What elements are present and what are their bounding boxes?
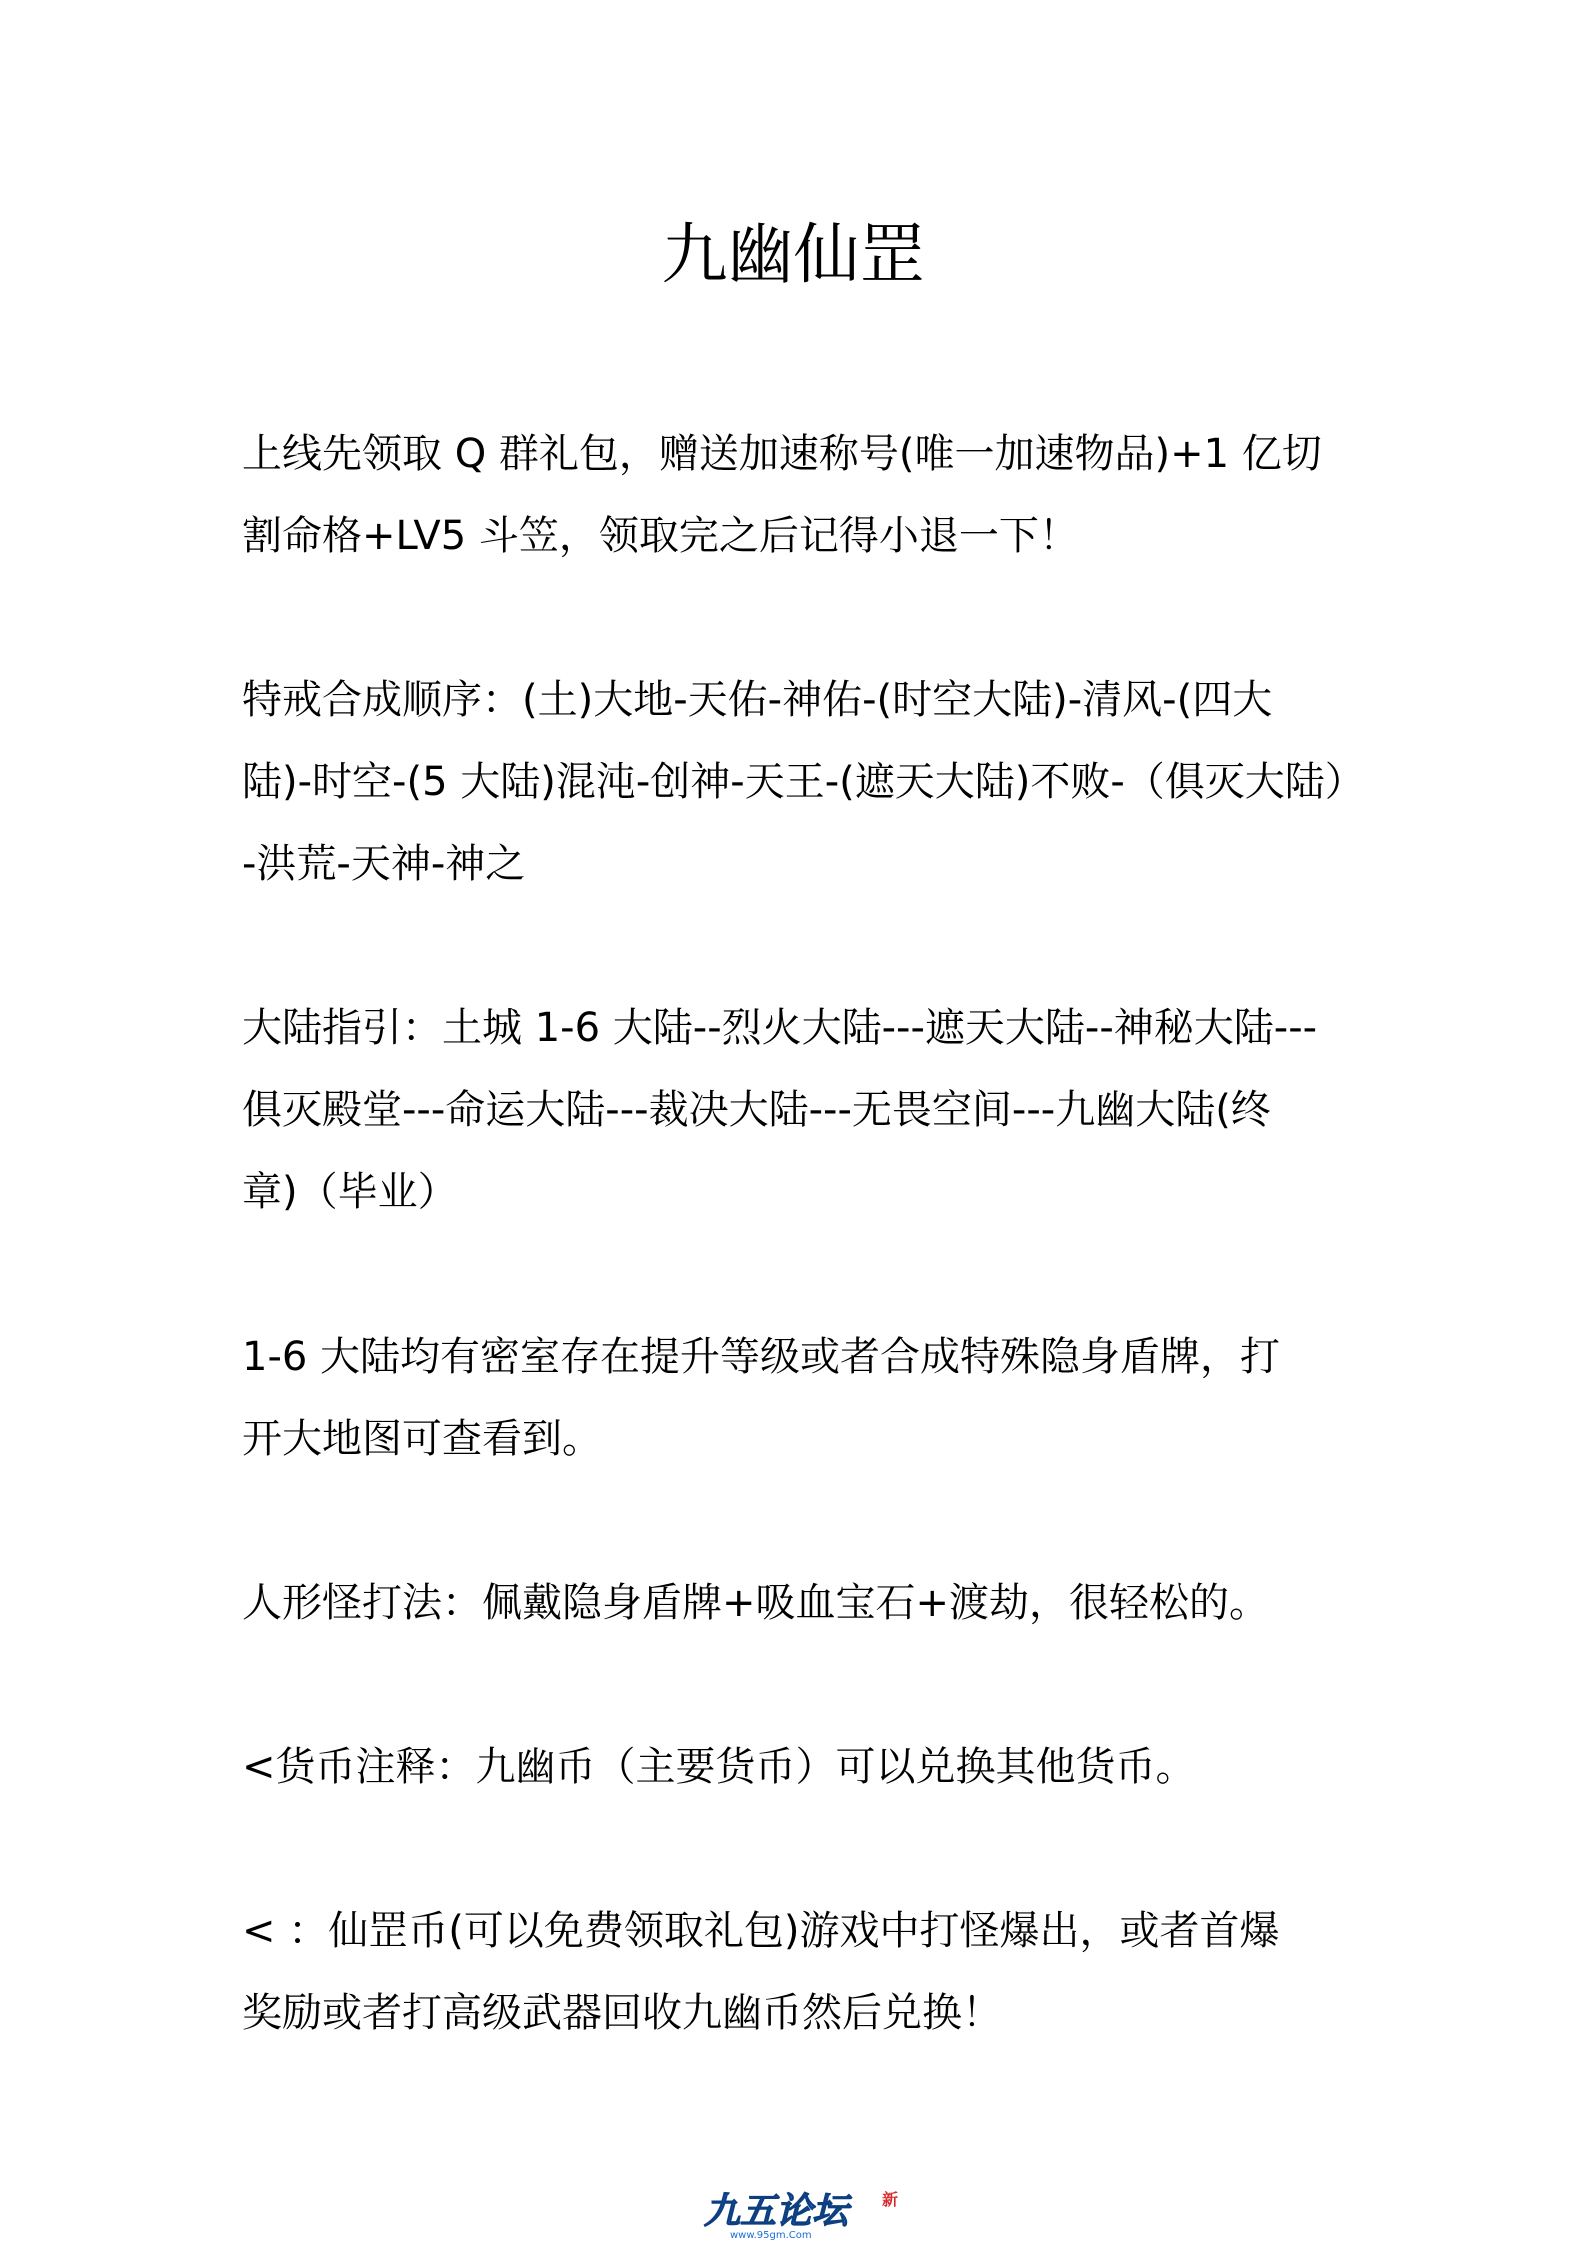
paragraph-line: -洪荒-天神-神之 xyxy=(242,841,526,887)
paragraph-line: 割命格+LV5 斗笠，领取完之后记得小退一下！ xyxy=(242,513,1079,559)
paragraph-line: 1-6 大陆均有密室存在提升等级或者合成特殊隐身盾牌，打 xyxy=(242,1334,1281,1380)
document-title: 九幽仙罡 xyxy=(661,216,926,293)
paragraph-currency-note xyxy=(242,1726,1362,1808)
forum-logo xyxy=(700,2185,910,2241)
paragraph-intro xyxy=(242,413,1362,577)
paragraph-line: 上线先领取 Q 群礼包，赠送加速称号(唯一加速物品)+1 亿切 xyxy=(242,431,1322,477)
paragraph-line: <货币注释：九幽币（主要货币）可以兑换其他货币。 xyxy=(242,1744,1196,1790)
paragraph-line: 俱灭殿堂---命运大陆---裁决大陆---无畏空间---九幽大陆(终 xyxy=(242,1087,1271,1133)
paragraph-secret-room xyxy=(242,1316,1362,1480)
paragraph-line: 特戒合成顺序：(土)大地-天佑-神佑-(时空大陆)-清风-(四大 xyxy=(242,677,1273,723)
paragraph-ring-order xyxy=(242,659,1365,905)
paragraph-line: 陆)-时空-(5 大陆)混沌-创神-天王-(遮天大陆)不败-（俱灭大陆） xyxy=(242,759,1365,805)
logo-text: 九五论坛 xyxy=(704,2191,849,2232)
paragraph-line: < ：仙罡币(可以免费领取礼包)游戏中打怪爆出，或者首爆 xyxy=(242,1908,1280,1954)
paragraph-xiangang-coin xyxy=(242,1890,1362,2054)
paragraph-line: 奖励或者打高级武器回收九幽币然后兑换！ xyxy=(242,1990,1002,2036)
forum-logo-graphic xyxy=(700,2185,910,2241)
logo-badge-text: 新 xyxy=(882,2190,899,2209)
paragraph-line: 大陆指引：土城 1-6 大陆--烈火大陆---遮天大陆--神秘大陆--- xyxy=(242,1005,1318,1051)
logo-url-text: www.95gm.Com xyxy=(730,2230,812,2241)
paragraph-line: 章)（毕业） xyxy=(242,1169,458,1215)
paragraph-humanoid xyxy=(242,1562,1362,1644)
paragraph-line: 人形怪打法：佩戴隐身盾牌+吸血宝石+渡劫，很轻松的。 xyxy=(242,1580,1270,1626)
paragraph-continent-guide xyxy=(242,987,1362,1233)
paragraph-line: 开大地图可查看到。 xyxy=(242,1416,602,1462)
